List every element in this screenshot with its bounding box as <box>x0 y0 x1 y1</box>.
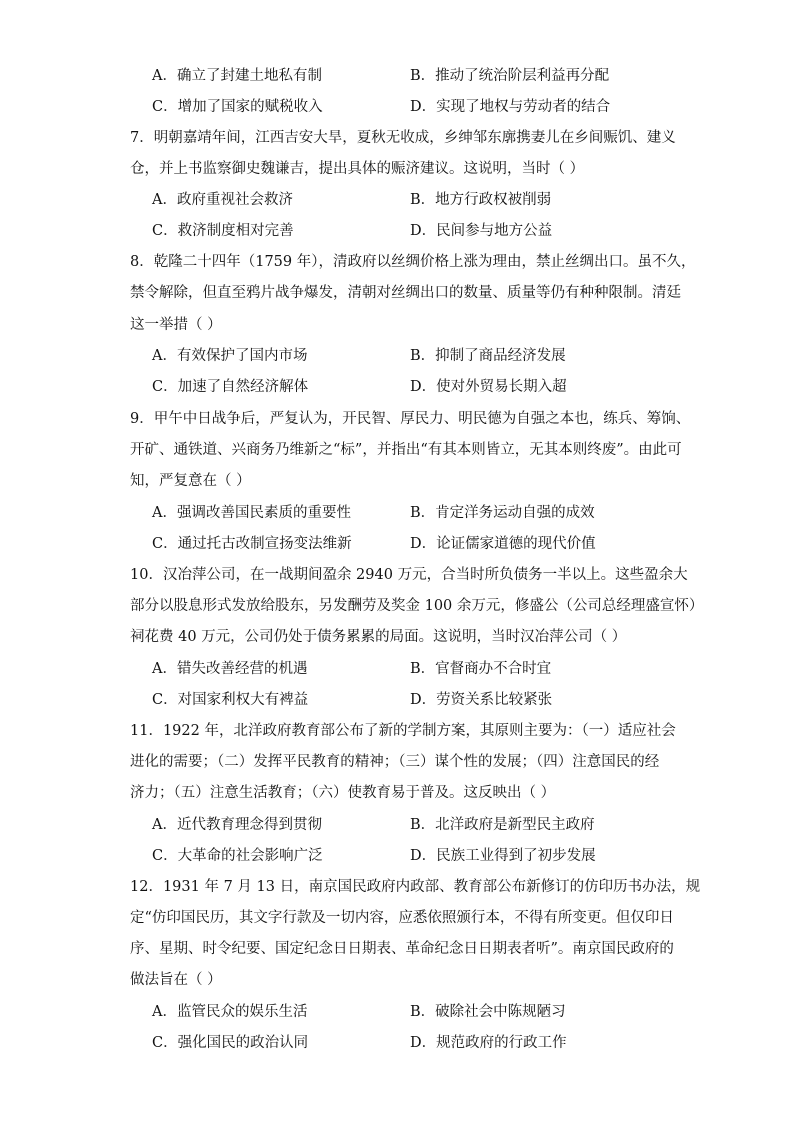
answer-option: B．地方行政权被削弱 <box>410 192 552 208</box>
answer-option: C．大革命的社会影响广泛 <box>152 848 323 864</box>
answer-option: B．北洋政府是新型民主政府 <box>410 817 595 833</box>
question-text-line: 开矿、通铁道、兴商务乃维新之“标”，并指出“有其本则皆立，无其本则终废”。由此可 <box>130 442 682 458</box>
answer-option: A．有效保护了国内市场 <box>152 348 308 364</box>
question-text-line: 进化的需要；（二）发挥平民教育的精神；（三）谋个性的发展；（四）注意国民的经 <box>130 754 660 770</box>
answer-option: D．民间参与地方公益 <box>410 223 553 239</box>
answer-option: D．规范政府的行政工作 <box>410 1035 567 1051</box>
answer-option: D．实现了地权与劳动者的结合 <box>410 99 611 115</box>
question-text-line: 序、星期、时令纪要、国定纪念日日期表、革命纪念日日期表者听”。南京国民政府的 <box>130 941 674 957</box>
question-text-line: 做法旨在（ ） <box>130 972 222 988</box>
answer-option: C．对国家利权大有裨益 <box>152 692 309 708</box>
answer-option: A．政府重视社会救济 <box>152 192 293 208</box>
question-text-line: 11．1922 年，北洋政府教育部公布了新的学制方案，其原则主要为：（一）适应社会 <box>130 723 676 739</box>
question-text-line: 8．乾隆二十四年（1759 年），清政府以丝绸价格上涨为理由，禁止丝绸出口。虽不久， <box>130 254 696 270</box>
answer-option: C．加速了自然经济解体 <box>152 379 309 395</box>
answer-option: C．救济制度相对完善 <box>152 223 294 239</box>
answer-option: B．破除社会中陈规陋习 <box>410 1004 566 1020</box>
question-text-line: 知，严复意在（ ） <box>130 473 251 489</box>
answer-option: C．通过托古改制宣扬变法维新 <box>152 536 352 552</box>
answer-option: D．使对外贸易长期入超 <box>410 379 567 395</box>
answer-option: D．劳资关系比较紧张 <box>410 692 553 708</box>
answer-option: C．强化国民的政治认同 <box>152 1035 309 1051</box>
answer-option: A．强调改善国民素质的重要性 <box>152 505 351 521</box>
answer-option: A．错失改善经营的机遇 <box>152 661 308 677</box>
answer-option: B．推动了统治阶层利益再分配 <box>410 68 610 84</box>
question-text-line: 10．汉冶萍公司，在一战期间盈余 2940 万元，合当时所负债务一半以上。这些盈余大 <box>130 567 688 583</box>
question-text-line: 7．明朝嘉靖年间，江西吉安大旱，夏秋无收成，乡绅邹东廓携妻儿在乡间赈饥、建义 <box>130 130 676 146</box>
question-text-line: 济力；（五）注意生活教育；（六）使教育易于普及。这反映出（ ） <box>130 785 556 801</box>
answer-option: C．增加了国家的赋税收入 <box>152 99 323 115</box>
question-text-line: 祠花费 40 万元，公司仍处于债务累累的局面。这说明，当时汉冶萍公司（ ） <box>130 629 627 645</box>
question-text-line: 禁令解除，但直至鸦片战争爆发，清朝对丝绸出口的数量、质量等仍有种种限制。清廷 <box>130 285 681 301</box>
answer-option: B．抑制了商品经济发展 <box>410 348 566 364</box>
answer-option: D．论证儒家道德的现代价值 <box>410 536 596 552</box>
answer-option: A．监管民众的娱乐生活 <box>152 1004 308 1020</box>
answer-option: A．确立了封建土地私有制 <box>152 68 322 84</box>
question-text-line: 部分以股息形式发放给股东，另发酬劳及奖金 100 余万元，修盛公（公司总经理盛宣怀） <box>130 598 704 614</box>
question-text-line: 9．甲午中日战争后，严复认为，开民智、厚民力、明民德为自强之本也，练兵、筹饷、 <box>130 411 691 427</box>
question-text-line: 仓，并上书监察御史魏谦吉，提出具体的赈济建议。这说明，当时（ ） <box>130 161 585 177</box>
answer-option: B．官督商办不合时宜 <box>410 661 552 677</box>
question-text-line: 12．1931 年 7 月 13 日，南京国民政府内政部、教育部公布新修订的仿印历书办法，规 <box>130 879 701 895</box>
question-text-line: 定“仿印国民历，其文字行款及一切内容，应悉依照颁行本，不得有所变更。但仅印日 <box>130 910 674 926</box>
question-text-line: 这一举措（ ） <box>130 317 222 333</box>
answer-option: A．近代教育理念得到贯彻 <box>152 817 322 833</box>
answer-option: B．肯定洋务运动自强的成效 <box>410 505 595 521</box>
answer-option: D．民族工业得到了初步发展 <box>410 848 596 864</box>
